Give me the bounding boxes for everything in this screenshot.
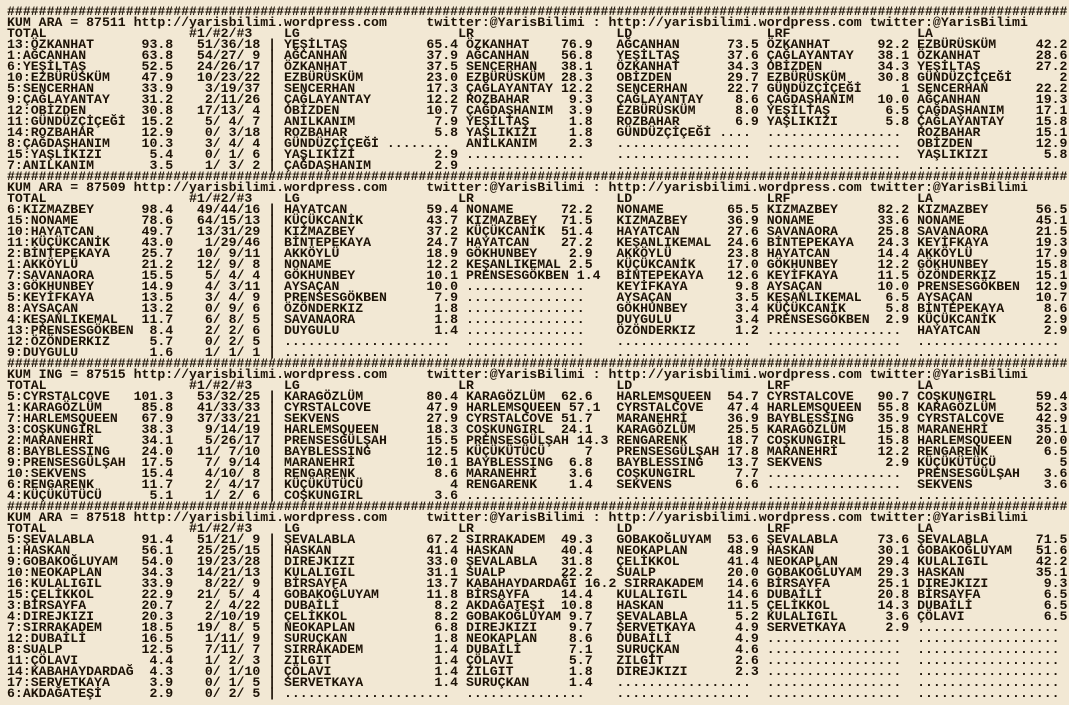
data-row: 6:AKDAĞATEŞİ 2.9 0/ 2/ 5 | ..................... ............... ................. ................. ..................	[7, 686, 1060, 701]
data-row: 9:GOBAKOĞLUYAM 54.0 19/23/28 | DIREJKIZI 33.0 ŞEVALABLA 31.8 ÇELİKKOL 41.4 NEOKAPLAN 29.4 KULALIGIL 42.2	[7, 554, 1068, 569]
section-title: KUM ARA = 87511 http://yarisbilimi.wordpress.com twitter:@YarisBilimi : http://yarisbilimi.wordpress.com twitter:@YarisBilimi	[7, 15, 1028, 30]
data-row: 15:YAŞLIKIZI 5.4 0/ 1/ 6 | YAŞLIKIZI 2.9 ............... ................. ................. YAŞLIKIZI 5.8	[7, 147, 1068, 162]
data-row: 3:BİRSAYFA 20.7 2/ 4/22 | DUBAİLİ 8.2 AKDAĞATEŞİ 10.8 HASKAN 11.5 ÇELİKKOL 14.3 DUBAİLİ 6.5	[7, 598, 1068, 613]
data-row: 8:AYSAÇAN 13.2 0/ 9/ 6 | ÖZÖNDERKIZ 1.8 ............... GÖKHUNBEY 3.4 KÜÇÜKCANİK 5.8 BİNTEPEKAYA 8.6	[7, 301, 1068, 316]
report-section-87511	[7, 6, 1069, 171]
data-row: 6:RENGARENK 11.7 2/ 4/17 | KÜÇÜKÜTÜCÜ 4 RENGARENK 1.4 SEKVENS 6.6 ................. SEKVENS 3.6	[7, 477, 1068, 492]
data-row: 10:HAYATCAN 49.7 13/31/29 | KIZMAZBEY 37.2 KÜÇÜKCANİK 51.4 HAYATCAN 27.6 SAVANAORA 25.8 SAVANAORA 21.5	[7, 224, 1068, 239]
section-separator: ######################################################################################################################################	[7, 499, 1068, 514]
data-row: 13:ÖZKANHAT 93.8 51/36/18 | YEŞİLTAŞ 65.4 ÖZKANHAT 76.9 AĞCANHAN 73.5 ÖZKANHAT 92.2 EZBÜRÜSKÜM 42.2	[7, 37, 1068, 52]
data-row: 10:EZBÜRÜSKÜM 47.9 10/23/22 | EZBÜRÜSKÜM 23.0 EZBÜRÜSKÜM 28.3 OBİZDEN 29.7 EZBÜRÜSKÜM 30.8 GÜNDÜZÇİÇEĞİ 2	[7, 70, 1068, 85]
data-row: 10:NEOKAPLAN 34.3 14/21/13 | KULALIGIL 31.1 SUALP 22.2 SUALP 20.0 GOBAKOĞLUYAM 29.3 HASKAN 35.1	[7, 565, 1068, 580]
data-row: 10:SEKVENS 15.4 4/10/ 8 | RENGARENK 8.6 MARANEHRİ 3.6 COŞKUNGIRL 7.7 ................. PRENSESGÜLŞAH 3.6	[7, 466, 1068, 481]
section-title: KUM ARA = 87509 http://yarisbilimi.wordpress.com twitter:@YarisBilimi : http://yarisbilimi.wordpress.com twitter:@YarisBilimi	[7, 180, 1028, 195]
data-row: 12:ÖZÖNDERKIZ 5.7 0/ 2/ 5 | ..................... ............... ................. ................. ..................	[7, 334, 1060, 349]
data-row: 6:YEŞİLTAŞ 52.5 24/26/17 | ÖZKANHAT 37.5 SENCERHAN 38.1 ÖZKANHAT 34.3 OBİZDEN 34.3 YEŞİLTAŞ 27.2	[7, 59, 1068, 74]
column-header-row: TOTAL #1/#2/#3 LG LR LD LRF LA	[7, 191, 933, 206]
data-row: 2:BİNTEPEKAYA 25.7 10/ 9/11 | AKKÖYLÜ 18.9 GÖKHUNBEY 2.9 AKKÖYLÜ 23.8 HAYATCAN 14.4 AKKÖYLÜ 17.9	[7, 246, 1068, 261]
data-row: 17:SERVETKAYA 3.9 0/ 1/ 5 | SERVETKAYA 1.4 SURUÇKAN 1.4 ................. ................. ..................	[7, 675, 1060, 690]
data-row: 4:DIREJKIZI 20.3 2/10/19 | ÇELİKKOL 8.2 GOBAKOĞLUYAM 9.7 ŞEVALABLA 5.2 KULALIGIL 3.6 ÇÖLAVI 6.5	[7, 609, 1068, 624]
report-section-87515	[7, 358, 1069, 501]
column-header-row: TOTAL #1/#2/#3 LG LR LD LRF LA	[7, 378, 933, 393]
data-row: 3:COŞKUNGIRL 38.3 9/14/19 | HARLEMSQUEEN 18.3 COŞKUNGIRL 24.1 KARAGÖZLÜM 25.5 KARAGÖZLÜM 15.8 MARANEHRİ 35.1	[7, 422, 1068, 437]
report-section-87509	[7, 171, 1069, 358]
data-row: 16:KULALIGIL 33.9 8/22/ 9 | BİRSAYFA 13.7 KABAHAYDARDAĞI 16.2 SIRRAKADEM 14.6 BİRSAYFA 25.1 DIREJKIZI 9.3	[7, 576, 1068, 591]
data-row: 11:ÇÖLAVI 4.4 1/ 2/ 3 | ZILGIT 1.4 ÇÖLAVI 5.7 ZILGİT 2.6 ................. ..................	[7, 653, 1060, 668]
data-row: 9:PRENSESGÜLŞAH 17.5 7/ 9/14 | MARANEHRİ 10.1 BAYBLESSING 6.8 BAYBLESSING 13.7 SEKVENS 2.9 KÜÇÜKÜTÜCÜ 5	[7, 455, 1068, 470]
section-title: KUM ING = 87515 http://yarisbilimi.wordpress.com twitter:@YarisBilimi : http://yarisbilimi.wordpress.com twitter:@YarisBilimi	[7, 367, 1028, 382]
data-row: 7:HARLEMSQUEEN 67.9 37/33/21 | SEKVENS 27.9 CYRSTALCOVE 51.7 MARANEHRİ 36.9 BAYBLESSING 35.9 CYRSTALCOVE 42.9	[7, 411, 1068, 426]
section-separator: ######################################################################################################################################	[7, 169, 1068, 184]
data-row: 5:CYRSTALCOVE 101.3 53/32/25 | KARAGÖZLÜM 80.4 KARAGÖZLÜM 62.6 HARLEMSQUEEN 54.7 CYRSTALCOVE 90.7 COŞKUNGIRL 59.4	[7, 389, 1068, 404]
data-row: 9:ÇAĞLAYANTAY 31.2 2/11/26 | ÇAĞLAYANTAY 12.2 ROZBAHAR 9.3 ÇAĞLAYANTAY 8.6 ÇAĞDAŞHANIM 10.0 AĞCANHAN 19.3	[7, 92, 1068, 107]
data-row: 1:KARAGÖZLÜM 85.8 41/33/33 | CYRSTALCOVE 47.9 HARLEMSQUEEN 57.1 CYRSTALCOVE 47.4 HARLEMSQUEEN 55.8 KARAGÖZLÜM 52.3	[7, 400, 1068, 415]
data-row: 5:SENCERHAN 33.9 3/19/37 | SENCERHAN 17.3 ÇAĞLAYANTAY 12.2 SENCERHAN 22.7 GÜNDÜZÇİÇEĞİ 1 SENCERHAN 22.2	[7, 81, 1068, 96]
race-report	[7, 6, 1069, 699]
data-row: 1:AĞCANHAN 63.8 54/27/ 9 | AĞCANHAN 37.9 AĞCANHAN 56.8 YEŞİLTAŞ 37.6 ÇAĞLAYANTAY 38.1 ÖZKANHAT 28.6	[7, 48, 1068, 63]
data-row: 4:KÜÇÜKÜTÜCÜ 5.1 1/ 2/ 6 | COŞKUNGIRL 3.6 ............... ................. ................. ..................	[7, 488, 1060, 503]
data-row: 8:ÇAĞDAŞHANIM 10.3 3/ 4/ 4 | GÜNDÜZÇİÇEĞİ ........ ANILKANIM 2.3 ................. ................. OBİZDEN 12.9	[7, 136, 1068, 151]
report-section-87518	[7, 501, 1069, 699]
data-row: 15:NONAME 78.6 64/15/13 | KÜÇÜKCANİK 43.7 KIZMAZBEY 71.5 KIZMAZBEY 36.9 NONAME 33.6 NONAME 45.1	[7, 213, 1068, 228]
data-row: 4:KEŞANLIKEMAL 11.7 6/ 8/ 5 | SAVANAORA 1.8 ............... DUYGULU 3.4 PRENSESGÖKBEN 2.9 KÜÇÜKCANİK 2.9	[7, 312, 1068, 327]
data-row: 7:ANILKANIM 3.5 1/ 3/ 2 | ÇAĞDAŞHANIM 2.9 ............... ................. ................. ..................	[7, 158, 1060, 173]
column-header-row: TOTAL #1/#2/#3 LG LR LD LRF LA	[7, 521, 933, 536]
data-row: 1:HASKAN 56.1 25/25/15 | HASKAN 41.4 HASKAN 40.4 NEOKAPLAN 48.9 HASKAN 30.1 GOBAKOĞLUYAM 51.6	[7, 543, 1068, 558]
data-row: 11:KÜÇÜKCANİK 43.0 1/29/46 | BİNTEPEKAYA 24.7 HAYATCAN 27.2 KEŞANLIKEMAL 24.6 BİNTEPEKAYA 24.3 KEYİFKAYA 19.3	[7, 235, 1068, 250]
data-row: 3:GÖKHUNBEY 14.9 4/ 3/11 | AYSAÇAN 10.0 ............... KEYİFKAYA 9.8 AYSAÇAN 10.0 PRENSESGÖKBEN 12.9	[7, 279, 1068, 294]
data-row: 5:KEYİFKAYA 13.5 3/ 4/ 9 | PRENSESGÖKBEN 7.9 ............... AYSAÇAN 3.5 KEŞANLIKEMAL 6.5 AYSAÇAN 10.7	[7, 290, 1068, 305]
data-row: 5:ŞEVALABLA 91.4 51/21/ 9 | ŞEVALABLA 67.2 SIRRAKADEM 49.3 GOBAKOĞLUYAM 53.6 ŞEVALABLA 73.6 ŞEVALABLA 71.5	[7, 532, 1068, 547]
data-row: 13:PRENSESGÖKBEN 8.4 2/ 2/ 6 | DUYGULU 1.4 ............... ÖZÖNDERKIZ 1.2 ................. HAYATCAN 2.9	[7, 323, 1068, 338]
data-row: 7:SIRRAKADEM 18.5 19/ 8/ 5 | NEOKAPLAN 6.8 DIREJKIZI 9.7 ŞERVETKAYA 4.9 SERVETKAYA 2.9 ..................	[7, 620, 1060, 635]
column-header-row: TOTAL #1/#2/#3 LG LR LD LRF LA	[7, 26, 933, 41]
data-row: 15:ÇELİKKOL 22.9 21/ 5/ 4 | GOBAKOĞLUYAM 11.8 BİRSAYFA 14.4 KULALIGIL 14.6 DUBAİLİ 20.8 BİRSAYFA 6.5	[7, 587, 1068, 602]
section-separator: ######################################################################################################################################	[7, 4, 1068, 19]
data-row: 1:AKKÖYLÜ 21.2 12/ 9/ 8 | NONAME 12.2 KEŞANLIKEMAL 2.5 KÜÇÜKCANİK 17.0 GÖKHUNBEY 12.2 GÖKHUNBEY 15.8	[7, 257, 1068, 272]
data-row: 14:ROZBAHAR 12.9 0/ 3/18 | ROZBAHAR 5.8 YAŞLIKIZI 1.8 GÜNDÜZÇİÇEĞİ .... ................. ROZBAHAR 15.1	[7, 125, 1068, 140]
data-row: 9:DUYGULU 1.6 1/ 1/ 1 | ..................... ............... ................. ................. ..................	[7, 345, 1060, 360]
section-title: KUM ARA = 87518 http://yarisbilimi.wordpress.com twitter:@YarisBilimi : http://yarisbilimi.wordpress.com twitter:@YarisBilimi	[7, 510, 1028, 525]
section-separator: ######################################################################################################################################	[7, 356, 1068, 371]
data-row: 12:OBİZDEN 30.8 17/13/ 4 | OBİZDEN 10.7 ÇAĞDAŞHANIM 3.9 EZBÜRÜSKÜM 8.0 YEŞİLTAŞ 6.5 ÇAĞDAŞHANIM 17.1	[7, 103, 1068, 118]
data-row: 12:DUBAİLİ 16.5 1/11/ 9 | SURUÇKAN 1.8 NEOKAPLAN 8.6 DUBAİLİ 4.9 ................. ..................	[7, 631, 1060, 646]
data-row: 6:KIZMAZBEY 98.4 49/44/16 | HAYATCAN 59.4 NONAME 72.2 NONAME 65.5 KIZMAZBEY 82.2 KIZMAZBEY 56.5	[7, 202, 1068, 217]
data-row: 7:SAVANAORA 15.5 5/ 4/ 4 | GÖKHUNBEY 10.1 PRENSESGÖKBEN 1.4 BİNTEPEKAYA 12.6 KEYİFKAYA 11.5 ÖZÖNDERKIZ 15.1	[7, 268, 1068, 283]
data-row: 11:GÜNDÜZÇİÇEĞİ 15.2 5/ 4/ 7 | ANILKANIM 7.9 YEŞİLTAŞ 1.8 ROZBAHAR 6.9 YAŞLIKIZI 5.8 ÇAĞLAYANTAY 15.8	[7, 114, 1068, 129]
data-row: 8:BAYBLESSING 24.0 11/ 7/10 | BAYBLESSING 12.5 KÜÇÜKÜTÜCÜ 7 PRENSESGÜLŞAH 17.8 MARANEHRİ 12.2 RENGARENK 6.5	[7, 444, 1068, 459]
data-row: 14:KABAHAYDARDAĞ 4.3 0/ 1/10 | ÇÖLAVI 1.4 ZILGIT 1.8 DIREJKIZI 2.3 ................. ..................	[7, 664, 1060, 679]
data-row: 2:MARANEHRİ 34.1 5/26/17 | PRENSESGÜLŞAH 15.5 PRENSESGÜLŞAH 14.3 RENGARENK 18.7 COŞKUNGIRL 15.8 HARLEMSQUEEN 20.0	[7, 433, 1068, 448]
data-row: 8:SUALP 12.5 7/11/ 7 | SIRRAKADEM 1.4 DUBAİLİ 7.1 SURUÇKAN 4.6 ................. ..................	[7, 642, 1060, 657]
